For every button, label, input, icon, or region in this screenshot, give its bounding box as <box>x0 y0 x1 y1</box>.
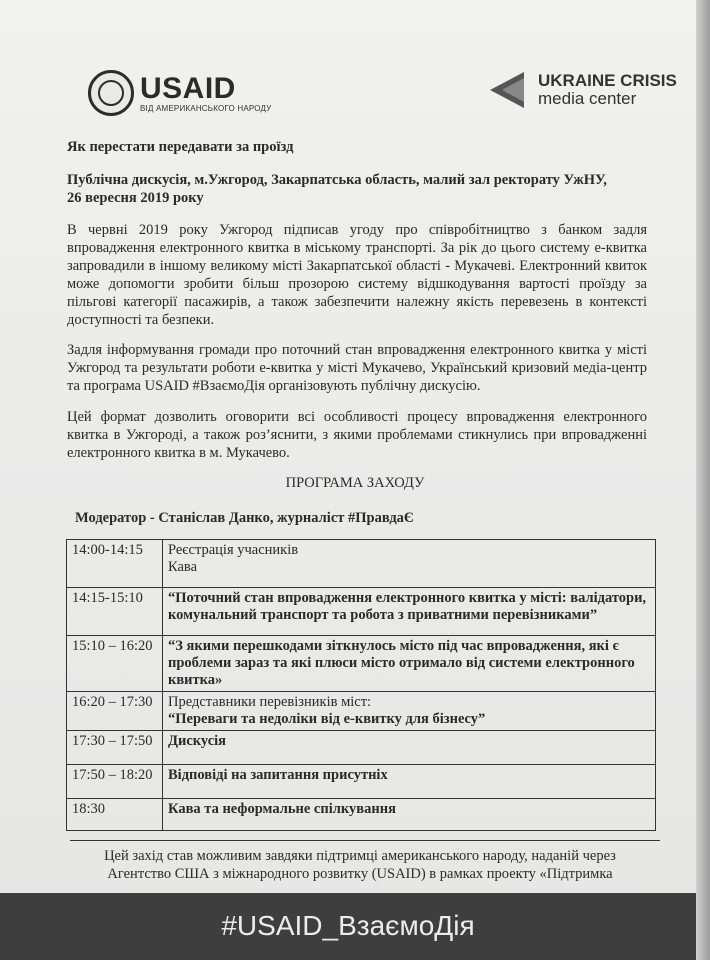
schedule-item: “З якими перешкодами зіткнулось місто під час впровадження, які є проблеми зараз та які плюси місто отримало від системи електронного квитка» <box>163 636 656 692</box>
table-row <box>67 799 656 831</box>
table-row <box>67 540 656 588</box>
schedule-item-line: Представники перевізників міст: <box>168 694 372 710</box>
event-details <box>67 171 647 207</box>
schedule-item: Відповіді на запитання присутніх <box>163 765 656 799</box>
schedule-item-line: Кава <box>168 559 198 575</box>
footer-line1: Цей захід став можливим завдяки підтримці американського народу, наданій через <box>104 848 616 864</box>
schedule-item-line: “Переваги та недоліки від е-квитку для бізнесу” <box>168 711 486 727</box>
schedule-time: 15:10 – 16:20 <box>67 636 163 692</box>
schedule-item: Дискусія <box>163 731 656 765</box>
moderator-line: Модератор - Станіслав Данко, журналіст #ПравдаЄ <box>75 510 414 526</box>
event-details-line1: Публічна дискусія, м.Ужгород, Закарпатська область, малий зал ректорату УжНУ, <box>67 172 607 188</box>
footer-line2: Агентство США з міжнародного розвитку (USAID) в рамках проекту «Підтримка <box>107 866 613 882</box>
event-date: 26 вересня 2019 року <box>67 190 204 206</box>
usaid-logo-tagline: ВІД АМЕРИКАНСЬКОГО НАРОДУ <box>140 103 272 113</box>
table-row <box>67 731 656 765</box>
format-paragraph: Цей формат дозволить оговорити всі особливості процесу впровадження електронного квитка в Ужгороді, а також роз’яснити, з якими проблемами стикнулись при впровадженні електронного квитка в м. Мукачево. <box>67 409 647 461</box>
schedule-item: “Поточний стан впровадження електронного квитка у місті: валідатори, комунальний транспорт та робота з приватними перевізниками” <box>163 588 656 636</box>
footer-note <box>80 847 640 883</box>
info-paragraph: Задля інформування громади про поточний стан впровадження електронного квитка у місті Ужгород та результати роботи е-квитка у місті Мукачево, Український кризовий медіа-центр та програма USAID #ВзаємоДія організовують публічну дискусію. <box>67 342 647 394</box>
ucmc-logo <box>488 68 677 112</box>
schedule-time: 17:30 – 17:50 <box>67 731 163 765</box>
ucmc-logo-line2: media center <box>538 89 637 108</box>
schedule-time: 14:15-15:10 <box>67 588 163 636</box>
schedule-table <box>66 539 656 831</box>
intro-paragraph: В червні 2019 року Ужгород підписав угоду про співробітництво з банком задля впровадження електронного квитка в міському транспорті. За рік до цього систему е-квитка запровадили в іншому великому місті Закарпатської області - Мукачеві. Електронний квиток може допомогти зробити більш прозорою систему відшкодування вартості проїзду за пільгові категорії пасажирів, а також забезпечити належну якість перевезень в контексті доступності та безпеки. <box>67 222 647 328</box>
usaid-seal-icon <box>88 70 134 116</box>
usaid-logo-word: USAID <box>140 71 236 105</box>
table-row <box>67 636 656 692</box>
schedule-item <box>163 692 656 731</box>
schedule-time: 16:20 – 17:30 <box>67 692 163 731</box>
schedule-item-line: Реєстрація учасників <box>168 542 299 558</box>
program-heading: ПРОГРАМА ЗАХОДУ <box>285 475 425 491</box>
schedule-item <box>163 540 656 588</box>
ucmc-mark-icon <box>488 68 532 112</box>
table-row <box>67 765 656 799</box>
schedule-time: 18:30 <box>67 799 163 831</box>
schedule-item: Кава та неформальне спілкування <box>163 799 656 831</box>
hashtag-banner: #USAID_ВзаємоДія <box>221 910 475 941</box>
ucmc-logo-line1: UKRAINE CRISIS <box>538 71 677 90</box>
schedule-time: 17:50 – 18:20 <box>67 765 163 799</box>
table-row <box>67 692 656 731</box>
schedule-time: 14:00-14:15 <box>67 540 163 588</box>
table-row <box>67 588 656 636</box>
footer-divider <box>70 840 660 841</box>
usaid-logo <box>88 68 271 118</box>
document-title: Як перестати передавати за проїзд <box>67 139 294 155</box>
